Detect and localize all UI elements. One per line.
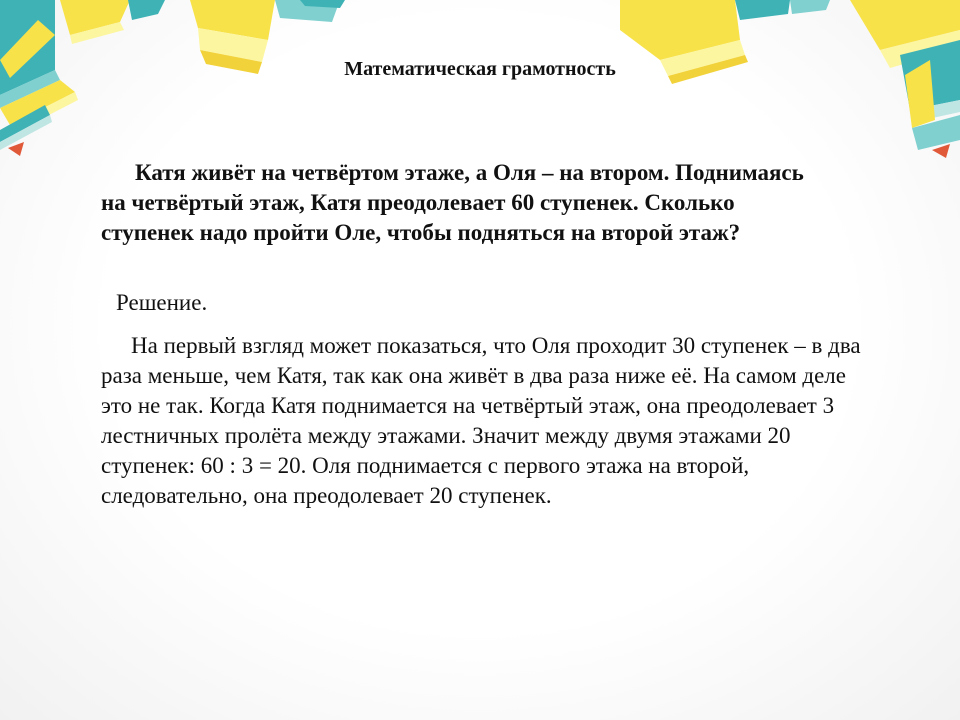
stacked-books-decoration <box>0 0 960 170</box>
solution-text <box>101 331 871 511</box>
task-text-content: Катя живёт на четвёртом этаже, а Оля – на втором. Поднимаясь на четвёртый этаж, Катя преодолевает 60 ступенек. Сколько ступенек надо пройти Оле, чтобы подняться на второй этаж? <box>101 160 804 245</box>
slide-title: Математическая грамотность <box>344 58 616 80</box>
task-text <box>101 158 831 248</box>
solution-label: Решение. <box>116 290 208 315</box>
solution-text-content: На первый взгляд может показаться, что Оля проходит 30 ступенек – в два раза меньше, чем Катя, так как она живёт в два раза ниже её. На самом деле это не так. Когда Катя поднимается на четвёртый этаж, она преодолевает 3 лестничных пролёта между этажами. Значит между двумя этажами 20 ступенек: 60 : 3 = 20. Оля поднимается с первого этажа на второй, следовательно, она преодолевает 20 ступенек. <box>101 333 861 508</box>
